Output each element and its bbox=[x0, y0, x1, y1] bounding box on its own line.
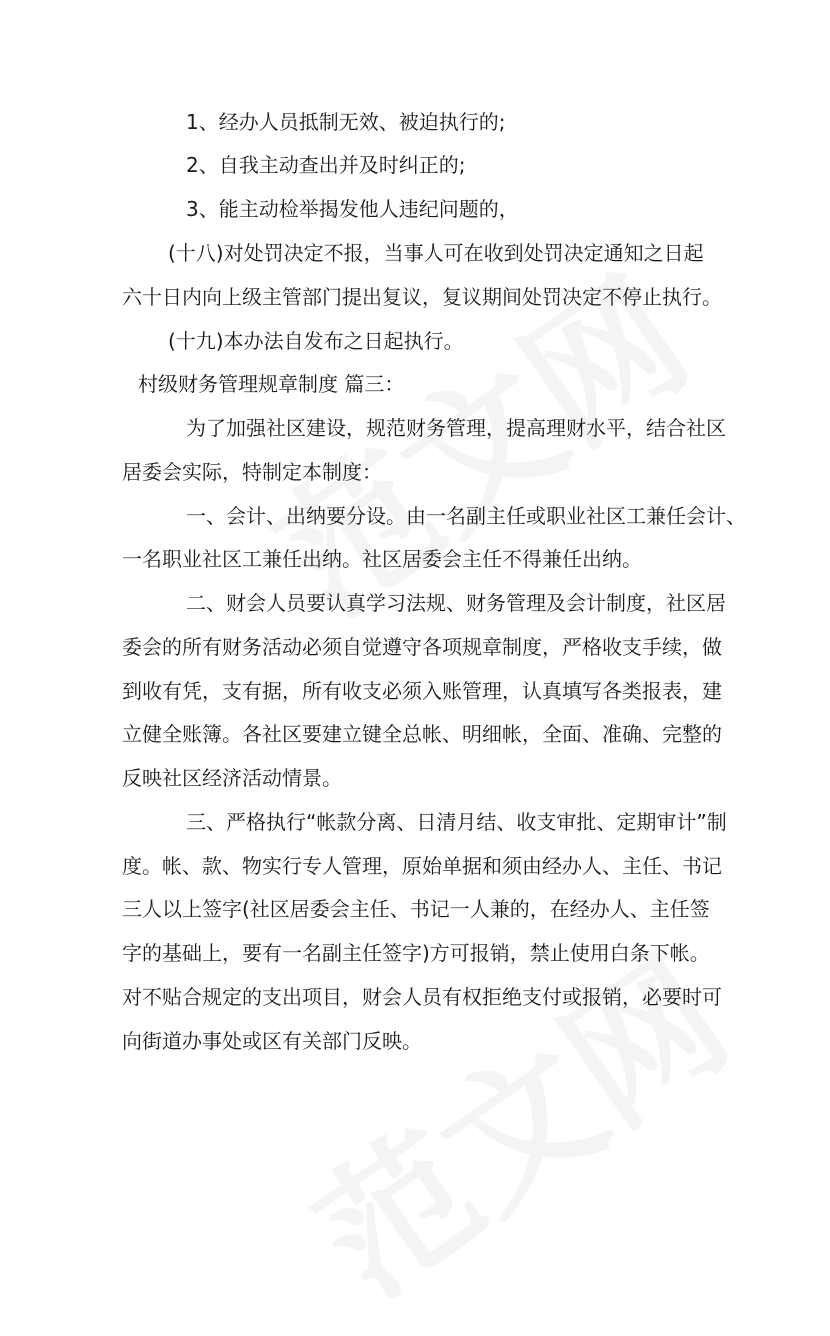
paragraph-line: 一、会计、出纳要分设。由一名副主任或职业社区工兼任会计、 bbox=[186, 504, 746, 528]
list-item: 3、能主动检举揭发他人违纪问题的， bbox=[186, 197, 519, 221]
list-item: 1、经办人员抵制无效、被迫执行的; bbox=[186, 110, 506, 134]
paragraph-line: 度。帐、款、物实行专人管理，原始单据和须由经办人、主任、书记 bbox=[122, 854, 722, 878]
list-item: 2、自我主动查出并及时纠正的; bbox=[186, 153, 466, 177]
paragraph-line: 反映社区经济活动情景。 bbox=[122, 766, 342, 790]
paragraph-line: 六十日内向上级主管部门提出复议，复议期间处罚决定不停止执行。 bbox=[122, 285, 722, 309]
paragraph-line: 二、财会人员要认真学习法规、财务管理及会计制度，社区居 bbox=[186, 591, 726, 615]
paragraph-line: 对不贴合规定的支出项目，财会人员有权拒绝支付或报销，必要时可 bbox=[122, 985, 722, 1009]
paragraph-line: 委会的所有财务活动必须自觉遵守各项规章制度，严格收支手续，做 bbox=[122, 635, 722, 659]
paragraph-line: (十九)本办法自发布之日起执行。 bbox=[168, 329, 464, 353]
paragraph-line: (十八)对处罚决定不报，当事人可在收到处罚决定通知之日起 bbox=[168, 241, 704, 265]
paragraph-line: 为了加强社区建设，规范财务管理，提高理财水平，结合社区 bbox=[186, 416, 726, 440]
paragraph-line: 居委会实际，特制定本制度： bbox=[122, 460, 382, 484]
paragraph-line: 立健全账簿。各社区要建立键全总帐、明细帐，全面、准确、完整的 bbox=[122, 722, 722, 746]
paragraph-line: 三、严格执行“帐款分离、日清月结、收支审批、定期审计”制 bbox=[186, 810, 727, 834]
paragraph-line: 字的基础上，要有一名副主任签字)方可报销，禁止使用白条下帐。 bbox=[122, 941, 710, 965]
section-heading: 村级财务管理规章制度 篇三： bbox=[138, 372, 405, 396]
paragraph-line: 向街道办事处或区有关部门反映。 bbox=[122, 1029, 422, 1053]
paragraph-line: 到收有凭，支有据，所有收支必须入账管理，认真填写各类报表，建 bbox=[122, 679, 722, 703]
paragraph-line: 三人以上签字(社区居委会主任、书记一人兼的，在经办人、主任签 bbox=[122, 897, 710, 921]
paragraph-line: 一名职业社区工兼任出纳。社区居委会主任不得兼任出纳。 bbox=[122, 547, 642, 571]
